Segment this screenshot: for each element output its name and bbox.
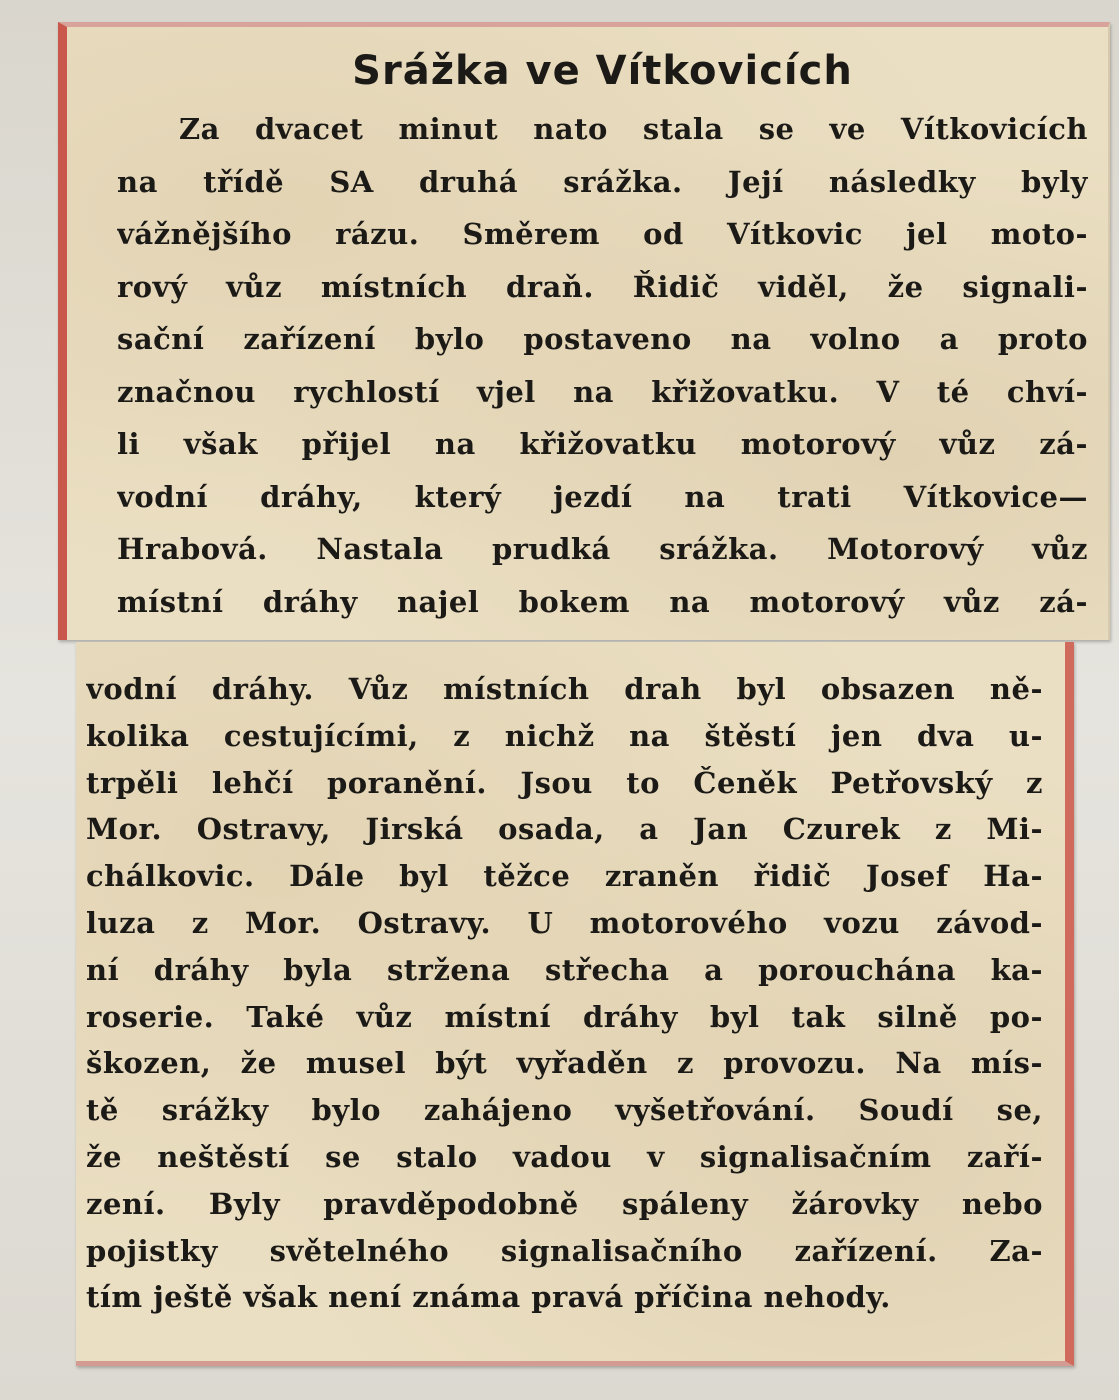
- clipping-upper: [58, 22, 1110, 640]
- column-1-text: [117, 103, 1088, 628]
- text-line: luza z Mor. Ostravy. U motorového vozu závod-: [86, 905, 1043, 940]
- text-line: chálkovic. Dále byl těžce zraněn řidič Josef Ha-: [86, 859, 1043, 894]
- clipping-lower: [76, 642, 1074, 1366]
- text-line: trpěli lehčí poranění. Jsou to Čeněk Petřovský z: [86, 765, 1043, 800]
- text-line: místní dráhy najel bokem na motorový vůz zá-: [117, 584, 1088, 619]
- column-2-text: [86, 666, 1043, 1321]
- text-line: na třídě SA druhá srážka. Její následky byly: [117, 164, 1088, 199]
- text-line: roserie. Také vůz místní dráhy byl tak silně po-: [86, 999, 1043, 1034]
- text-line: zení. Byly pravděpodobně spáleny žárovky nebo: [86, 1186, 1043, 1221]
- text-line: vodní dráhy. Vůz místních drah byl obsazen ně-: [86, 672, 1043, 706]
- text-line: vážnějšího rázu. Směrem od Vítkovic jel moto-: [117, 217, 1088, 251]
- text-line: Hrabová. Nastala prudká srážka. Motorový vůz: [117, 532, 1088, 566]
- text-line: Mor. Ostravy, Jirská osada, a Jan Czurek z Mi-: [86, 812, 1043, 847]
- text-line: škozen, že musel být vyřaděn z provozu. Na mís-: [86, 1046, 1043, 1081]
- text-line: tím ještě však není známa pravá příčina nehody.: [86, 1280, 891, 1315]
- text-line: rový vůz místních draň. Řidič viděl, že signali-: [117, 269, 1088, 304]
- text-line: ní dráhy byla stržena střecha a porouchána ka-: [86, 952, 1043, 987]
- text-line: sační zařízení bylo postaveno na volno a proto: [117, 322, 1088, 356]
- text-line: vodní dráhy, který jezdí na trati Vítkovice—: [117, 479, 1088, 514]
- text-line: pojistky světelného signalisačního zařízení. Za-: [86, 1233, 1043, 1268]
- text-line: že neštěstí se stalo vadou v signalisačním zaří-: [86, 1139, 1043, 1174]
- text-line: Za dvacet minut nato stala se ve Vítkovicích: [179, 112, 1088, 146]
- text-line: kolika cestujícími, z nichž na štěstí jen dva u-: [86, 718, 1043, 753]
- text-line: li však přijel na křižovatku motorový vůz zá-: [117, 427, 1088, 461]
- article-headline: Srážka ve Vítkovicích: [352, 48, 853, 94]
- text-line: značnou rychlostí vjel na křižovatku. V té chví-: [117, 374, 1088, 409]
- text-line: tě srážky bylo zahájeno vyšetřování. Soudí se,: [86, 1093, 1043, 1128]
